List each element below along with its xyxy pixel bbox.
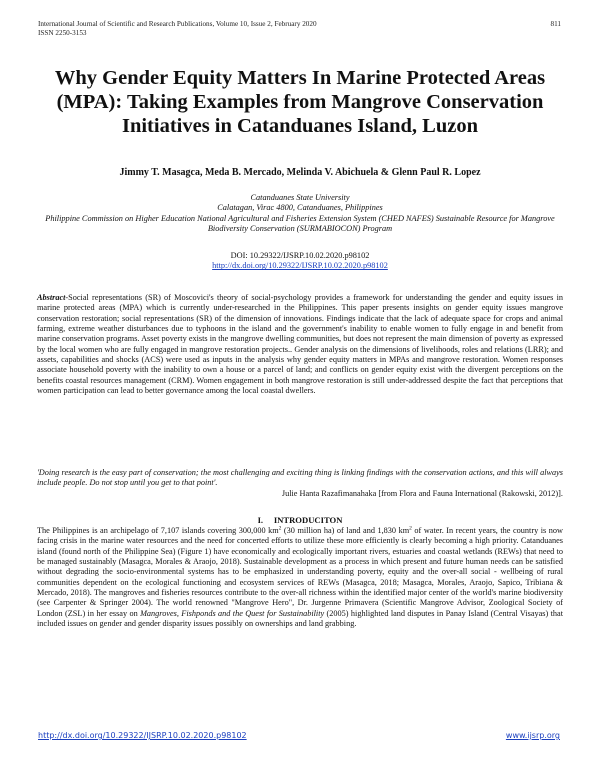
book-title: Mangroves, Fishponds and the Quest for Sustainability xyxy=(140,608,325,618)
superscript: 2 xyxy=(278,525,282,532)
journal-name: International Journal of Scientific and Research Publications, Volume 10, Issue 2, February 2020 xyxy=(38,20,317,28)
page-number: 811 xyxy=(550,20,561,28)
doi-link[interactable]: http://dx.doi.org/10.29322/IJSRP.10.02.2020.p98102 xyxy=(212,261,388,271)
footer-doi-link[interactable]: http://dx.doi.org/10.29322/IJSRP.10.02.2020.p98102 xyxy=(38,731,247,740)
affiliation xyxy=(40,193,560,235)
quote-attribution: Julie Hanta Razafimanahaka [from Flora and Fauna International (Rakowski, 2012)]. xyxy=(281,489,563,498)
doi-block xyxy=(40,251,560,272)
intro-text: of water. In recent years, the country is now facing crisis in the marine water resources and the need for concerted efforts to utilize these more efficiently is clearly becoming a high priority. Catanduanes island (found north of the Philippine Sea) (Figure 1) have economically and ecologically important rivers, estuaries and coastal wetlands (REWs) that need to be managed sustainably (Masagca, Morales & Araojo, 2018). Sustainable development as a process in which present and future human needs can be satisfied without degrading the socio-environmental systems has to be emphasized in understanding poverty, equity and the over-all social - wellbeing of rural communities dependent on the ecological functioning and ecosystem services of REWs (Masagca, 2018; Masagca, Morales, Araojo, Sapico, Tribiana & Mercado, 2018). The mangroves and fisheries resources contribute to the over-all richness within the identified major center of the world's marine biodiversity (see Carpenter & Springer 2004). The world renowned "Mangrove Hero", Dr. Jurgenne Primavera (Scientific Mangrove Advisor, Zoological Society of London (ZSL) in her essay on xyxy=(37,526,563,618)
superscript: 2 xyxy=(409,525,412,532)
intro-text: (30 million ha) of land and 1,830 km xyxy=(281,526,410,535)
issn: ISSN 2250-3153 xyxy=(38,29,87,37)
intro-text: The Philippines is an archipelago of 7,107 islands covering 300,000 km xyxy=(37,526,279,535)
paper-title: Why Gender Equity Matters In Marine Protected Areas (MPA): Taking Examples from Mangrove Conservation Initiatives in Catanduanes Island, Luzon xyxy=(54,67,546,137)
affiliation-line: Catanduanes State University xyxy=(250,193,350,202)
section-title: INTRODUCITON xyxy=(273,515,343,525)
section-heading xyxy=(40,515,560,525)
section-number: I. xyxy=(257,515,264,525)
doi-text: DOI: 10.29322/IJSRP.10.02.2020.p98102 xyxy=(230,251,370,260)
introduction-paragraph xyxy=(37,526,563,629)
footer-site-link[interactable]: www.ijsrp.org xyxy=(505,731,560,740)
abstract xyxy=(37,293,563,396)
intro-text: (2005) highlighted land disputes in Panay Island (Central Visayas) that included issues on gender and gender disparity issues possibly on ownerships and land grabbing. xyxy=(37,608,563,629)
abstract-label: Abstract xyxy=(37,293,66,302)
author-list: Jimmy T. Masagca, Meda B. Mercado, Melinda V. Abichuela & Glenn Paul R. Lopez xyxy=(119,167,481,178)
epigraph-quote: 'Doing research is the easy part of conservation; the most challenging and exciting thing is linking findings with the conservation actions, and this will always include people. Do not stop until you get to that point'. xyxy=(37,468,563,488)
affiliation-line: Calatagan, Virac 4800, Catanduanes, Philippines xyxy=(217,203,383,213)
affiliation-line: Philippine Commission on Higher Education National Agricultural and Fisheries Extension System (CHED NAFES) Sustainable Resource for Mangrove Biodiversity Conservation (SURMABIOCON) Program xyxy=(45,213,555,234)
abstract-text: -Social representations (SR) of Moscovici's theory of social-psychology provides a framework for understanding the gender and equity issues in marine protected areas (MPA) which is currently under-researched in the Philippines. This paper presents insights on gender equity issues mangrove conservation restoration; social representations (SR) of the dimension of innovations. Findings indicate that the lack of adequate space for crops and animal farming, extreme weather disturbances due to typhoons in the island and the government's inability to enable women to fully engage in and benefit from marine conservation programs. Asset poverty exists in the mangrove dwelling communities, but does not represent the main dimension of poverty as expressed by the local women who are fully engaged in mangrove restoration projects.. Gender analysis on the dimensions of livelihoods, roles and relations (LRR); and assets, capabilities and shocks (ACS) were used as inputs in the analysis why gender equity matters in MPAs and mangrove restoration. Women responses associate household poverty with the inability to own a house or a parcel of land; and conflicts on gender equity exist with the divergent perceptions on the benefits coastal resources management (CRM). Women engagement in both mangrove restoration is still under-addressed despite the fact that perceptions that women participation can lead to better governance among the local coastal dwellers. xyxy=(37,293,563,396)
running-header xyxy=(38,20,317,38)
